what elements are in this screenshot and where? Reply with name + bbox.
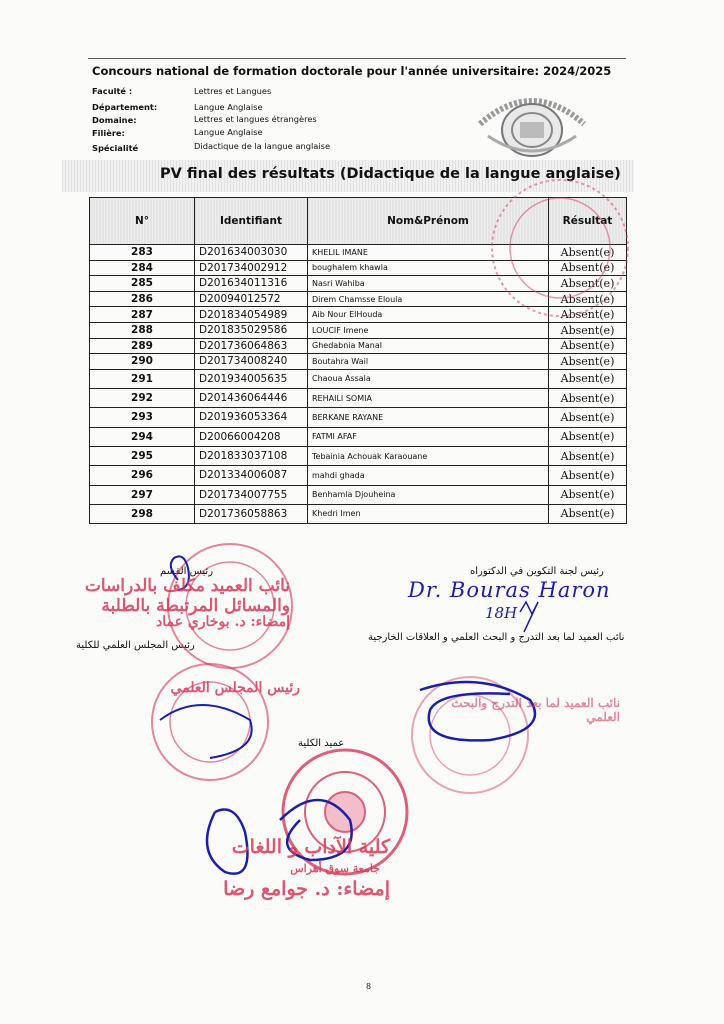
table-row <box>90 338 627 354</box>
table-row <box>90 446 627 465</box>
table-row <box>90 427 627 446</box>
cell-nom-prenom: BERKANE RAYANE <box>308 408 549 427</box>
cell-resultat: Absent(e) <box>549 427 627 446</box>
cell-resultat: Absent(e) <box>549 338 627 354</box>
label-chef-departement: رئيس القسم <box>160 566 214 577</box>
cell-identifiant: D201436064446 <box>195 389 308 408</box>
table-row <box>90 389 627 408</box>
cell-numero: 291 <box>90 369 195 388</box>
cell-resultat: Absent(e) <box>549 276 627 292</box>
cell-identifiant: D201734007755 <box>195 485 308 504</box>
table-row <box>90 322 627 338</box>
cell-numero: 286 <box>90 291 195 307</box>
cell-nom-prenom: KHELIL IMANE <box>308 245 549 261</box>
president-scribble: 18H <box>485 604 518 622</box>
col-header-numero: N° <box>90 198 195 245</box>
cell-nom-prenom: Chaoua Assala <box>308 369 549 388</box>
label-president-comite: رئيس لجنة التكوين في الدكتوراه <box>470 566 604 577</box>
cell-identifiant: D201634011316 <box>195 276 308 292</box>
table-row <box>90 276 627 292</box>
table-row <box>90 485 627 504</box>
table-row <box>90 466 627 485</box>
cell-resultat: Absent(e) <box>549 485 627 504</box>
cell-nom-prenom: Boutahra Wail <box>308 354 549 370</box>
meta-value-domaine: Lettres et langues étrangères <box>194 114 317 124</box>
cell-identifiant: D201734002912 <box>195 260 308 276</box>
cell-numero: 287 <box>90 307 195 323</box>
cell-numero: 293 <box>90 408 195 427</box>
stamp-text-faculte: كلية الآداب و اللغات <box>231 836 390 858</box>
cell-resultat: Absent(e) <box>549 466 627 485</box>
cell-identifiant: D201934005635 <box>195 369 308 388</box>
cell-nom-prenom: Benhamla Djouheina <box>308 485 549 504</box>
cell-identifiant: D20066004208 <box>195 427 308 446</box>
cell-numero: 292 <box>90 389 195 408</box>
cell-nom-prenom: LOUCIF Imene <box>308 322 549 338</box>
signature-conseil <box>160 705 252 758</box>
cell-resultat: Absent(e) <box>549 389 627 408</box>
cell-resultat: Absent(e) <box>549 291 627 307</box>
stamp-text-conseil: رئيس المجلس العلمي <box>170 680 300 696</box>
meta-value-faculte: Lettres et Langues <box>194 86 272 96</box>
cell-resultat: Absent(e) <box>549 369 627 388</box>
cell-nom-prenom: Khedri Imen <box>308 504 549 523</box>
stamp-text-universite: جامعة سوق أهراس <box>290 862 380 875</box>
results-table <box>89 197 627 524</box>
cell-numero: 283 <box>90 245 195 261</box>
cell-nom-prenom: FATMI AFAF <box>308 427 549 446</box>
meta-label-domaine: Domaine: <box>92 115 137 125</box>
document-title: Concours national de formation doctorale pour l'année universitaire: 2024/2025 <box>92 64 612 78</box>
stamp-text-signature-boukhari: إمضاء: د. بوخاري عماد <box>156 614 290 630</box>
cell-nom-prenom: Direm Chamsse Eloula <box>308 291 549 307</box>
university-logo <box>470 84 594 160</box>
cell-identifiant: D201634003030 <box>195 245 308 261</box>
cell-numero: 285 <box>90 276 195 292</box>
cell-numero: 295 <box>90 446 195 465</box>
col-header-resultat: Résultat <box>549 198 627 245</box>
meta-label-faculte: Faculté : <box>92 86 133 96</box>
cell-identifiant: D201736064863 <box>195 338 308 354</box>
table-row <box>90 354 627 370</box>
col-header-nom-prenom: Nom&Prénom <box>308 198 549 245</box>
cell-numero: 296 <box>90 466 195 485</box>
cell-resultat: Absent(e) <box>549 408 627 427</box>
meta-value-specialite: Didactique de la langue anglaise <box>194 141 331 151</box>
stamp-text-vice-doyen-etudes: نائب العميد مكلف بالدراسات والمسائل المرتبطة بالطلبة <box>84 576 290 616</box>
table-header-row <box>90 198 627 245</box>
cell-identifiant: D201833037108 <box>195 446 308 465</box>
cell-numero: 297 <box>90 485 195 504</box>
table-row <box>90 307 627 323</box>
cell-identifiant: D201736058863 <box>195 504 308 523</box>
meta-label-departement: Département: <box>92 102 158 112</box>
cell-nom-prenom: Nasri Wahiba <box>308 276 549 292</box>
stamp-text-signature-djouamaa: إمضاء: د. جوامع رضا <box>223 878 390 900</box>
cell-nom-prenom: REHAILI SOMIA <box>308 389 549 408</box>
label-conseil-scientifique: رئيس المجلس العلمي للكلية <box>76 640 195 651</box>
cell-identifiant: D20094012572 <box>195 291 308 307</box>
cell-nom-prenom: Ghedabnia Manal <box>308 338 549 354</box>
table-row <box>90 291 627 307</box>
cell-identifiant: D201334006087 <box>195 466 308 485</box>
meta-value-departement: Langue Anglaise <box>194 102 263 112</box>
stamp-text-vice-doyen-pg: نائب العميد لما بعد التدرج والبحث العلمي <box>451 696 620 724</box>
cell-numero: 294 <box>90 427 195 446</box>
pv-title: PV final des résultats (Didactique de la langue anglaise) <box>160 166 621 182</box>
cell-resultat: Absent(e) <box>549 446 627 465</box>
cell-resultat: Absent(e) <box>549 322 627 338</box>
cell-nom-prenom: Aib Nour ElHouda <box>308 307 549 323</box>
cell-numero: 298 <box>90 504 195 523</box>
round-stamp-vice-doyen <box>412 677 528 793</box>
cell-numero: 284 <box>90 260 195 276</box>
label-vice-doyen: نائب العميد لما بعد التدرج و البحث العلمي و العلاقات الخارجية <box>368 632 625 643</box>
cell-identifiant: D201834054989 <box>195 307 308 323</box>
cell-resultat: Absent(e) <box>549 260 627 276</box>
cell-resultat: Absent(e) <box>549 504 627 523</box>
page-number: 8 <box>366 982 372 991</box>
cell-resultat: Absent(e) <box>549 307 627 323</box>
header-rule <box>88 58 626 59</box>
cell-identifiant: D201835029586 <box>195 322 308 338</box>
col-header-identifiant: Identifiant <box>195 198 308 245</box>
meta-label-specialite: Spécialité <box>92 143 139 153</box>
cell-identifiant: D201734008240 <box>195 354 308 370</box>
meta-label-filiere: Filière: <box>92 128 125 138</box>
cell-numero: 290 <box>90 354 195 370</box>
cell-numero: 289 <box>90 338 195 354</box>
signature-president <box>520 602 538 632</box>
cell-resultat: Absent(e) <box>549 354 627 370</box>
table-row <box>90 245 627 261</box>
president-handwritten-name: Dr. Bouras Haron <box>408 578 611 602</box>
cell-nom-prenom: boughalem khawla <box>308 260 549 276</box>
cell-nom-prenom: mahdi ghada <box>308 466 549 485</box>
table-row <box>90 369 627 388</box>
cell-nom-prenom: Tebainia Achouak Karaouane <box>308 446 549 465</box>
table-row <box>90 260 627 276</box>
cell-identifiant: D201936053364 <box>195 408 308 427</box>
meta-value-filiere: Langue Anglaise <box>194 127 263 137</box>
cell-resultat: Absent(e) <box>549 245 627 261</box>
table-row <box>90 408 627 427</box>
table-row <box>90 504 627 523</box>
cell-numero: 288 <box>90 322 195 338</box>
label-doyen: عميد الكلية <box>298 738 345 749</box>
